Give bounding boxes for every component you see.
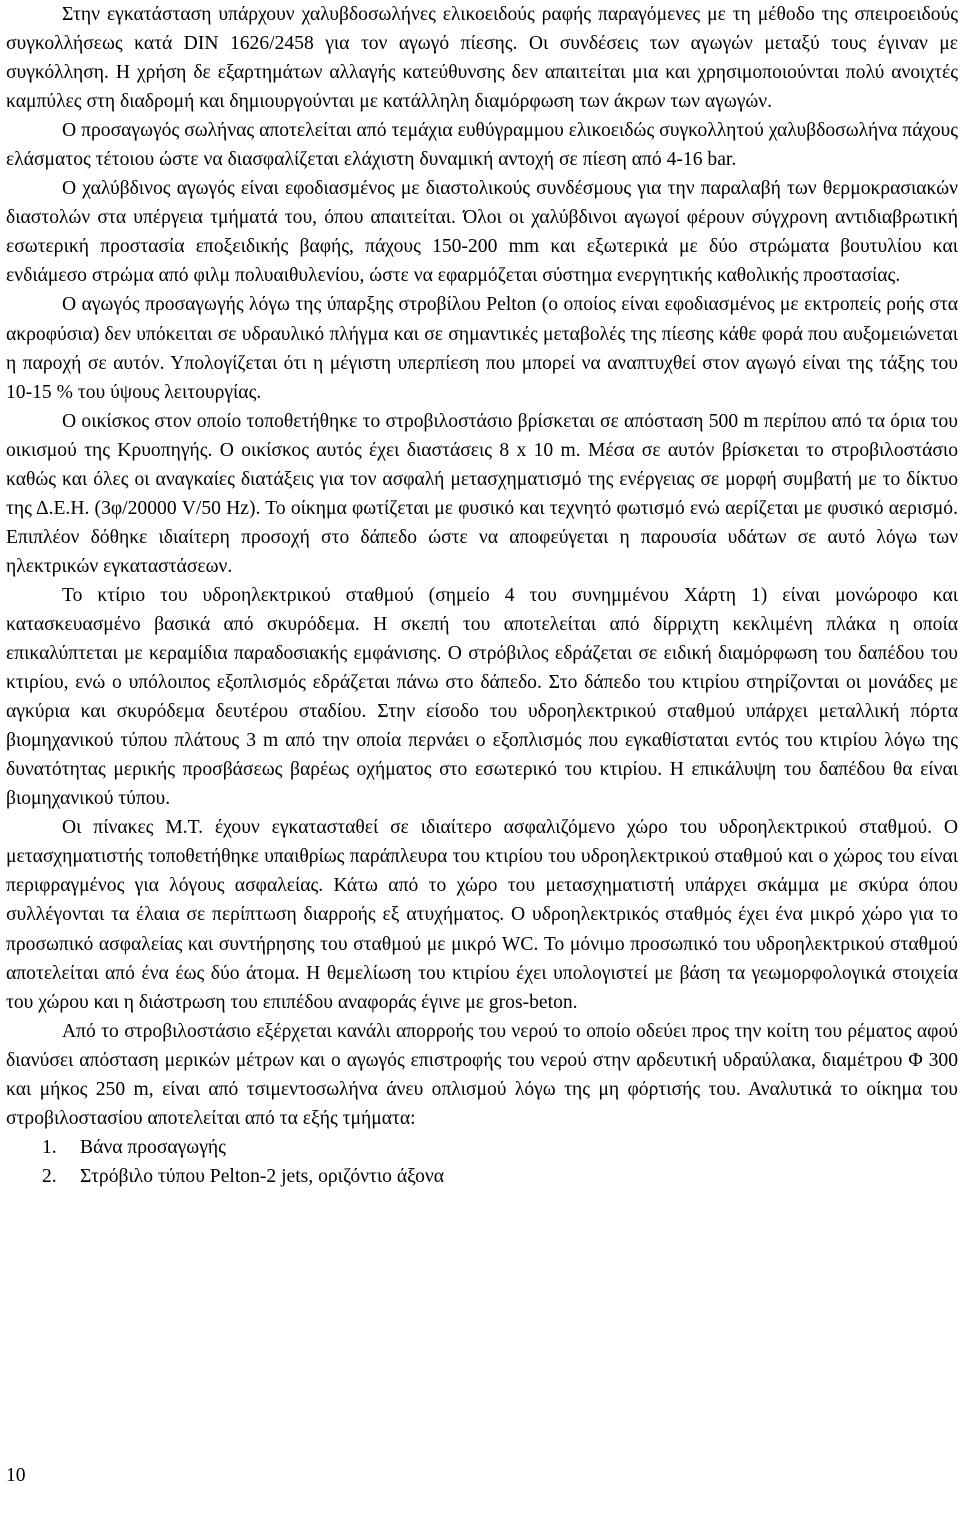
- paragraph-turbine-house: Ο οικίσκος στον οποίο τοποθετήθηκε το στροβιλοστάσιο βρίσκεται σε απόσταση 500 m περίπου από τα όρια του οικισμού της Κρυοπηγής. Ο οικίσκος αυτός έχει διαστάσεις 8 x 10 m. Μέσα σε αυτόν βρίσκεται το στροβιλοστάσιο καθώς και όλες οι αναγκαίες διατάξεις για τον ασφαλή μετασχηματισμό της ενέργειας σε μορφή συμβατή με το δίκτυο της Δ.Ε.Η. (3φ/20000 V/50 Hz). Το οίκημα φωτίζεται με φυσικό και τεχνητό φωτισμό ενώ αερίζεται με φυσικό αερισμό. Επιπλέον δόθηκε ιδιαίτερη προσοχή στο δάπεδο ώστε να αποφεύγεται η παρουσία υδάτων σε αυτό λόγω των ηλεκτρικών εγκαταστάσεων.: [6, 410, 958, 577]
- paragraph-station-building: Το κτίριο του υδροηλεκτρικού σταθμού (σημείο 4 του συνημμένου Χάρτη 1) είναι μονώροφο και κατασκευασμένο βασικά από σκυρόδεμα. Η σκεπή του αποτελείται από δίρριχτη κεκλιμένη πλάκα η οποία επικαλύπτεται με κεραμίδια παραδοσιακής εμφάνισης. Ο στρόβιλος εδράζεται σε ειδική διαμόρφωση του δαπέδου του κτιρίου, ενώ ο υπόλοιπος εξοπλισμός εδράζεται πάνω στο δάπεδο. Στο δάπεδο του κτιρίου στηρίζονται οι μονάδες με αγκύρια και σκυρόδεμα δευτέρου σταδίου. Στην είσοδο του υδροηλεκτρικού σταθμού υπάρχει μεταλλική πόρτα βιομηχανικού τύπου πλάτους 3 m από την οποία περνάει ο εξοπλισμός που εγκαθίσταται εντός του κτιρίου λόγω της δυνατότητας μερικής προσβάσεως βαρέως οχήματος στο εσωτερικό του κτιρίου. Η επικάλυψη του δαπέδου θα είναι βιομηχανικού τύπου.: [6, 584, 958, 810]
- paragraph-pelton-pressure: Ο αγωγός προσαγωγής λόγω της ύπαρξης στροβίλου Pelton (ο οποίος είναι εφοδιασμένος με εκτροπείς ροής στα ακροφύσια) δεν υπόκειται σε υδραυλικό πλήγμα και σε σημαντικές μεταβολές της πίεσης κάθε φορά που αυξομειώνεται η παροχή σε αυτόν. Υπολογίζεται ότι η μέγιστη υπερπίεση που μπορεί να αναπτυχθεί στον αγωγό είναι της τάξης του 10-15 % του ύψους λειτουργίας.: [6, 294, 958, 403]
- paragraph-mv-panels: Οι πίνακες Μ.Τ. έχουν εγκατασταθεί σε ιδιαίτερο ασφαλιζόμενο χώρο του υδροηλεκτρικού σταθμού. Ο μετασχηματιστής τοποθετήθηκε υπαιθρίως παράπλευρα του κτιρίου του υδροηλεκτρικού σταθμού και ο χώρος του είναι περιφραγμένος για λόγους ασφαλείας. Κάτω από το χώρο του μετασχηματιστή υπάρχει σκάμμα με σκύρα όπου συλλέγονται τα έλαια σε περίπτωση διαρροής εξ ατυχήματος. Ο υδροηλεκτρικός σταθμός έχει ένα μικρό χώρο για το προσωπικό ασφαλείας και συντήρησης του σταθμού με μικρό WC. Το μόνιμο προσωπικό του υδροηλεκτρικού σταθμού αποτελείται από ένα έως δύο άτομα. Η θεμελίωση του κτιρίου έχει υπολογιστεί με βάση τα γεωμορφολογικά στοιχεία του χώρου και η διάστρωση του επιπέδου αναφοράς έγινε με gros-beton.: [6, 817, 958, 1013]
- list-item: [6, 1133, 958, 1162]
- paragraph-outflow-channel: Από το στροβιλοστάσιο εξέρχεται κανάλι απορροής του νερού το οποίο οδεύει προς την κοίτη του ρέματος αφού διανύσει απόσταση μερικών μέτρων και ο αγωγός επιστροφής του νερού στην αρδευτική υδραύλακα, διαμέτρου Φ 300 και μήκος 250 m, είναι από τσιμεντοσωλήνα άνευ οπλισμού λόγω της μη φόρτισής του. Αναλυτικά το οίκημα του στροβιλοστασίου αποτελείται από τα εξής τμήματα:: [6, 1020, 958, 1129]
- list-item-number: 2.: [42, 1165, 57, 1187]
- turbine-house-parts-list: [6, 1133, 958, 1191]
- list-item: [6, 1162, 958, 1191]
- list-item-number: 1.: [42, 1136, 57, 1158]
- list-item-text: Βάνα προσαγωγής: [80, 1136, 226, 1158]
- paragraph-steel-pipe-protection: Ο χαλύβδινος αγωγός είναι εφοδιασμένος με διαστολικούς συνδέσμους για την παραλαβή των θερμοκρασιακών διαστολών στα υπέργεια τμήματά του, όπου απαιτείται. Όλοι οι χαλύβδινοι αγωγοί φέρουν σύγχρονη αντιδιαβρωτική εσωτερική προστασία εποξειδικής βαφής, πάχους 150-200 mm και εξωτερικά με δύο στρώματα βουτυλίου και ενδιάμεσο στρώμα από φιλμ πολυαιθυλενίου, ώστε να εφαρμόζεται σύστημα ενεργητικής καθολικής προστασίας.: [6, 178, 958, 287]
- page-number: 10: [6, 1465, 26, 1486]
- document-page: [6, 0, 958, 1191]
- list-item-text: Στρόβιλο τύπου Pelton-2 jets, οριζόντιο άξονα: [80, 1165, 445, 1187]
- paragraph-pipes: Στην εγκατάσταση υπάρχουν χαλυβδοσωλήνες ελικοειδούς ραφής παραγόμενες με τη μέθοδο της σπειροειδούς συγκολλήσεως κατά DIN 1626/2458 για τον αγωγό πίεσης. Οι συνδέσεις των αγωγών μεταξύ τους έγιναν με συγκόλληση. Η χρήση δε εξαρτημάτων αλλαγής κατεύθυνσης δεν απαιτείται μια και χρησιμοποιούνται πολύ ανοιχτές καμπύλες στη διαδρομή και δημιουργούνται με κατάλληλη διαμόρφωση των άκρων των αγωγών.: [6, 4, 958, 113]
- paragraph-supply-pipe: Ο προσαγωγός σωλήνας αποτελείται από τεμάχια ευθύγραμμου ελικοειδώς συγκολλητού χαλυβδοσωλήνα πάχους ελάσματος τέτοιου ώστε να διασφαλίζεται ελάχιστη δυναμική αντοχή σε πίεση από 4-16 bar.: [6, 120, 958, 171]
